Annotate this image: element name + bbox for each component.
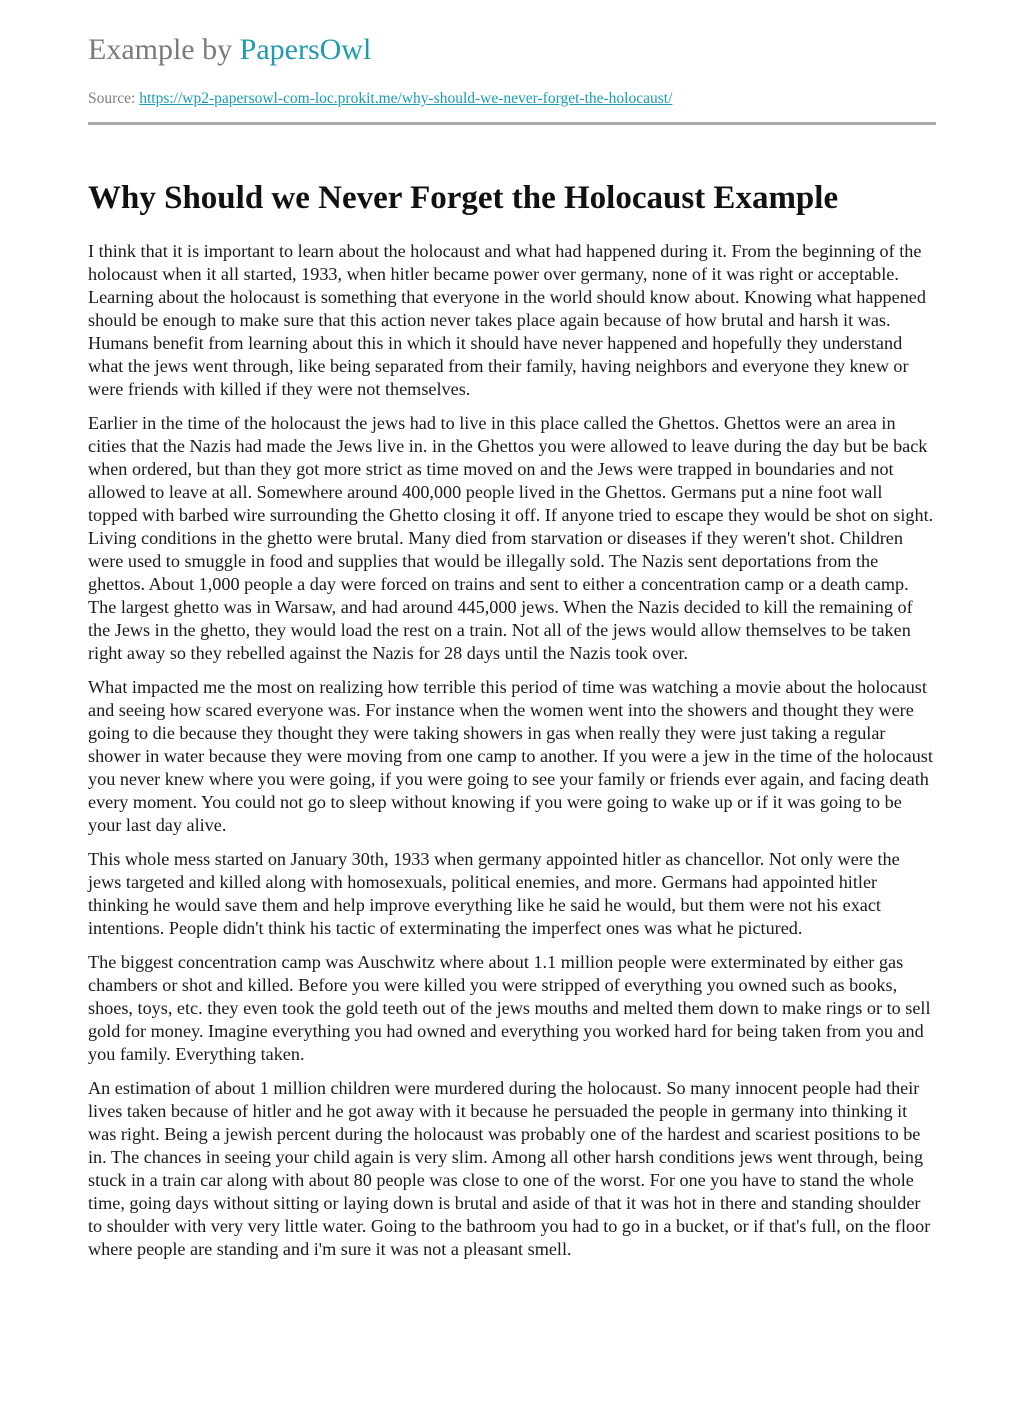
article-body (88, 240, 936, 1272)
brand-prefix: Example by (88, 33, 240, 66)
article-paragraph: This whole mess started on January 30th, 1933 when germany appointed hitler as chancellor. Not only were the jews targeted and killed along with homosexuals, political enemies, and more. Germans had appointed hitler thinking he would save them and help improve everything like he said he would, but them were not his exact intentions. People didn't think his tactic of exterminating the imperfect ones was what he pictured. (88, 849, 900, 938)
source-label: Source: (88, 90, 140, 107)
source-line (88, 89, 672, 109)
article-paragraph: I think that it is important to learn about the holocaust and what had happened during it. From the beginning of the holocaust when it all started, 1933, when hitler became power over germany, none of it was right or acceptable. Learning about the holocaust is something that everyone in the world should know about. Knowing what happened should be enough to make sure that this action never takes place again because of how brutal and harsh it was. Humans benefit from learning about this in which it should have never happened and hopefully they understand what the jews went through, like being separated from their family, having neighbors and everyone they knew or were friends with killed if they were not themselves. (88, 241, 926, 399)
article-paragraph: Earlier in the time of the holocaust the jews had to live in this place called the Ghettos. Ghettos were an area in cities that the Nazis had made the Jews live in. in the Ghettos you were allowed to leave during the day but be back when ordered, but than they got more strict as time moved on and the Jews were trapped in boundaries and not allowed to leave at all. Somewhere around 400,000 people lived in the Ghettos. Germans put a nine foot wall topped with barbed wire surrounding the Ghetto closing it off. If anyone tried to escape they would be shot on sight. Living conditions in the ghetto were brutal. Many died from starvation or diseases if they weren't shot. Children were used to smuggle in food and supplies that would be illegally sold. The Nazis sent deportations from the ghettos. About 1,000 people a day were forced on trains and sent to either a concentration camp or a death camp. The largest ghetto was in Warsaw, and had around 445,000 jews. When the Nazis decided to kill the remaining of the Jews in the ghetto, they would load the rest on a train. Not all of the jews would allow themselves to be taken right away so they rebelled against the Nazis for 28 days until the Nazis took over. (88, 413, 934, 663)
article-paragraph: What impacted me the most on realizing how terrible this period of time was watching a movie about the holocaust and seeing how scared everyone was. For instance when the women went into the showers and thought they were going to die because they thought they were taking showers in gas when really they were just taking a regular shower in water because they were moving from one camp to another. If you were a jew in the time of the holocaust you never knew where you were going, if you were going to see your family or friends ever again, and facing death every moment. You could not go to sleep without knowing if you were going to wake up or if it was going to be your last day alive. (88, 677, 933, 835)
header-divider (88, 122, 936, 125)
article-paragraph: The biggest concentration camp was Auschwitz where about 1.1 million people were exterminated by either gas chambers or shot and killed. Before you were killed you were stripped of everything you owned such as books, shoes, toys, etc. they even took the gold teeth out of the jews mouths and melted them down to make rings or to sell gold for money. Imagine everything you had owned and everything you worked hard for being taken from you and you family. Everything taken. (88, 952, 931, 1064)
article-title: Why Should we Never Forget the Holocaust Example (88, 180, 839, 216)
brand-header (88, 30, 371, 70)
source-url-link[interactable]: https://wp2-papersowl-com-loc.prokit.me/why-should-we-never-forget-the-holocaust/ (139, 90, 673, 107)
brand-name-link[interactable]: PapersOwl (239, 33, 372, 66)
article-paragraph: An estimation of about 1 million children were murdered during the holocaust. So many innocent people had their lives taken because of hitler and he got away with it because he persuaded the people in germany into thinking it was right. Being a jewish percent during the holocaust was probably one of the hardest and scariest positions to be in. The chances in seeing your child again is very slim. Among all other harsh conditions jews went through, being stuck in a train car along with about 80 people was close to one of the worst. For one you have to stand the whole time, going days without sitting or laying down is brutal and aside of that it was hot in there and standing shoulder to shoulder with very very little water. Going to the bathroom you had to go in a bucket, or if that's full, on the floor where people are standing and i'm sure it was not a pleasant smell. (88, 1078, 931, 1259)
